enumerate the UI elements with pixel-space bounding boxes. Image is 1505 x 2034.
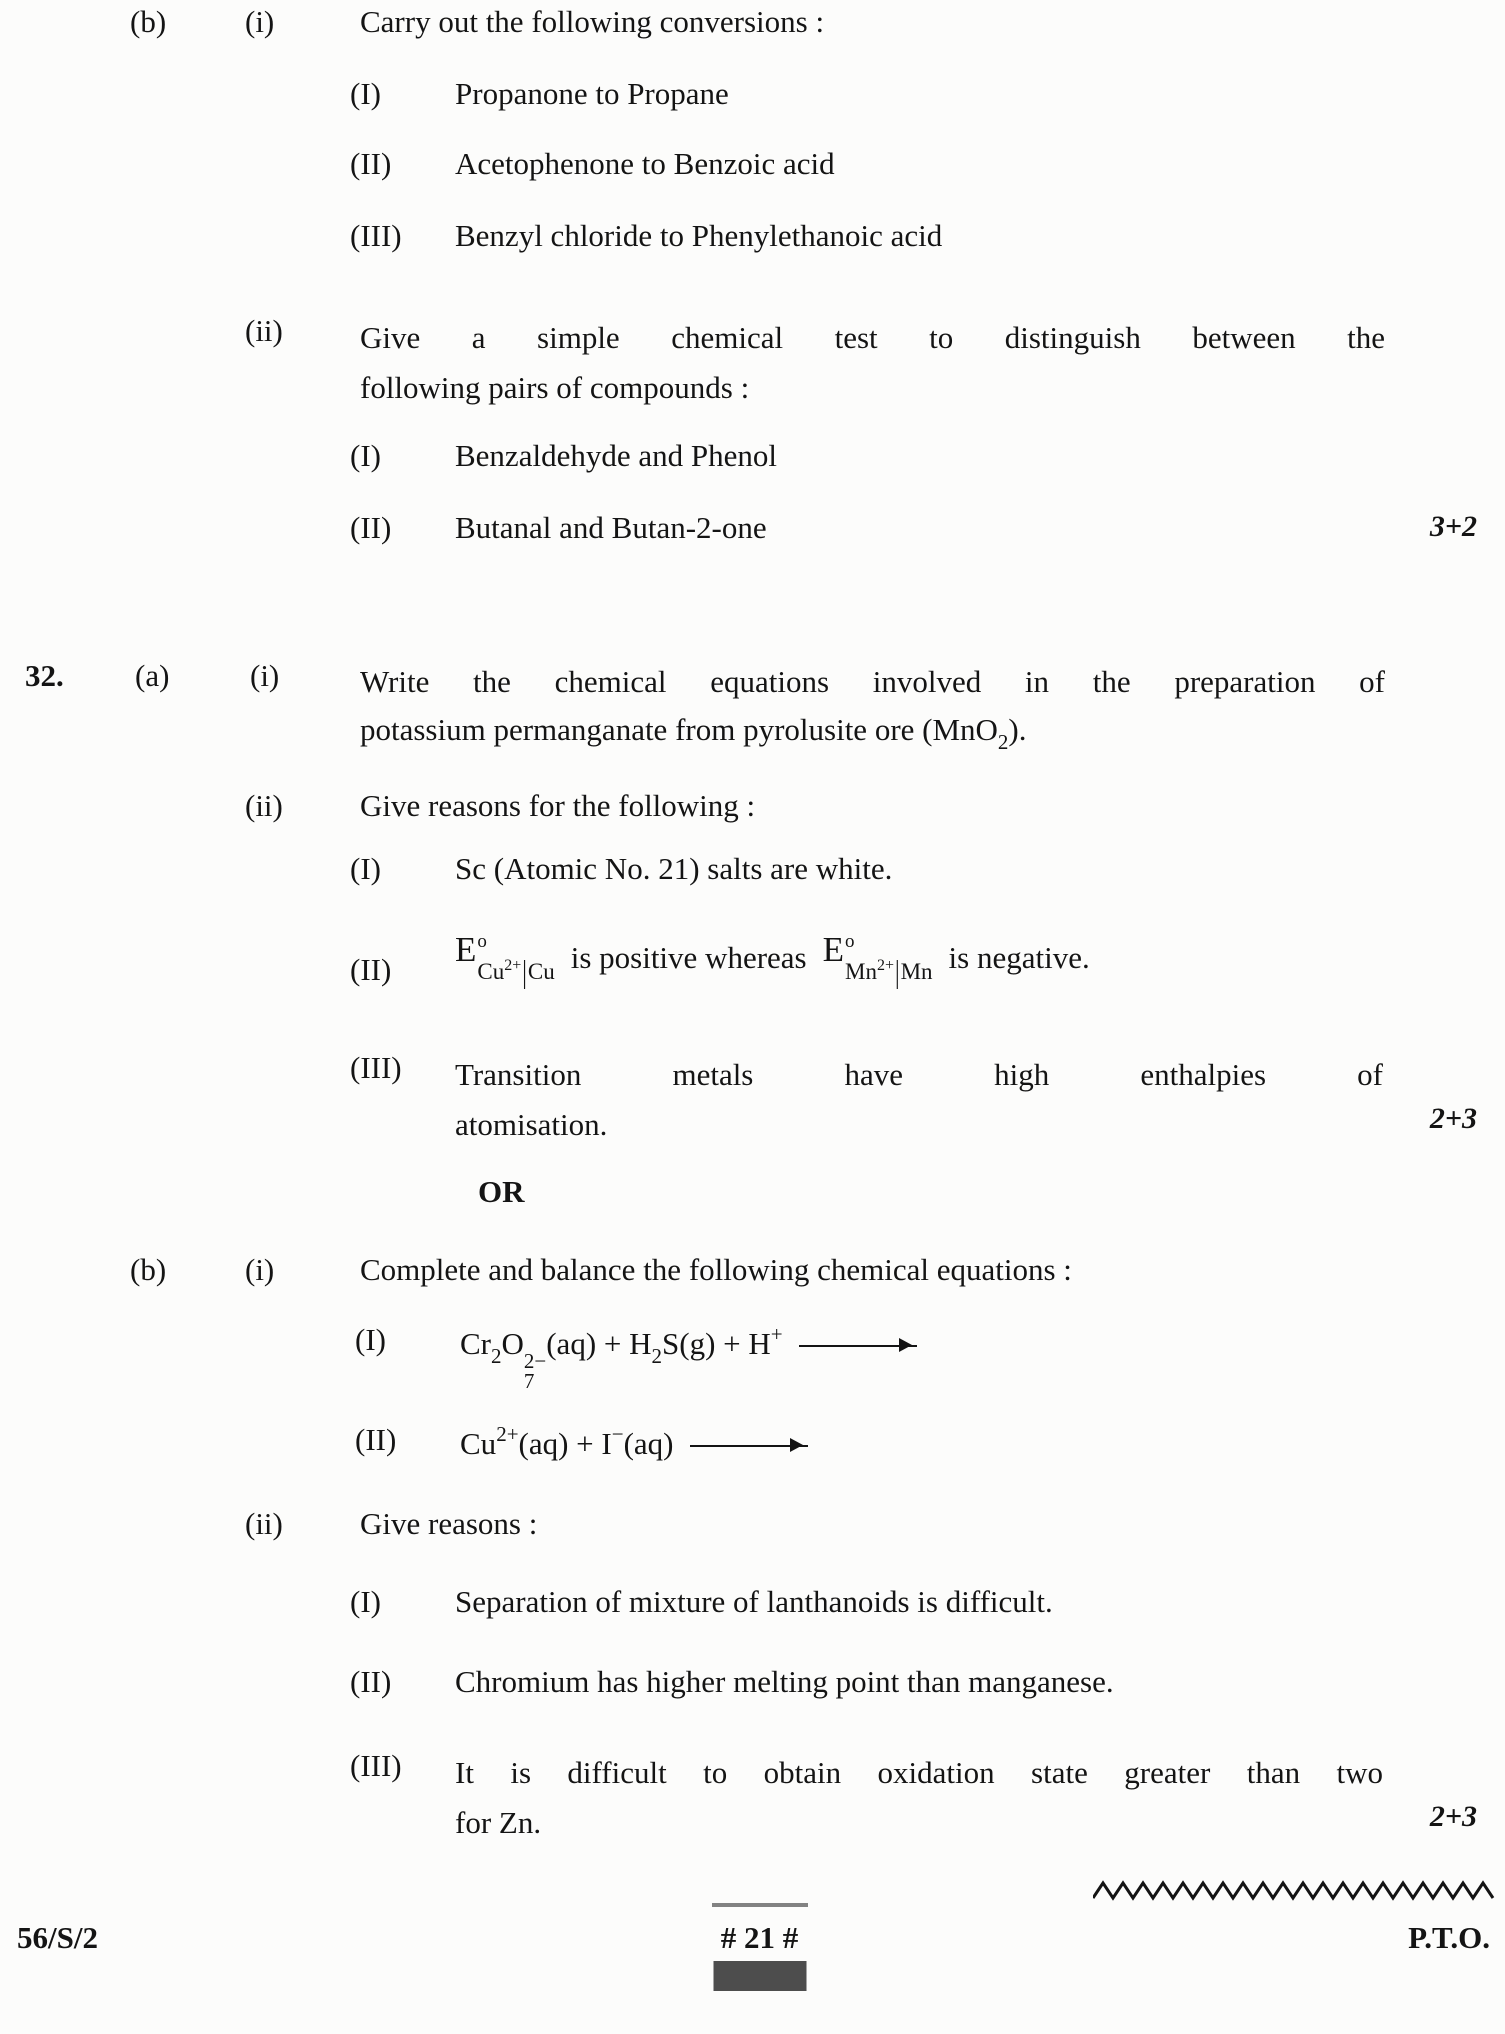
- q31b-ii-heading: [360, 313, 1385, 413]
- q32a-i-text: [360, 658, 1385, 766]
- electrode-potential-cu: [455, 930, 555, 989]
- line2-pre: potassium permanganate from pyrolusite ore (MnO: [360, 712, 998, 747]
- line2-post: ).: [1008, 712, 1027, 747]
- text-line-1: Write the chemical equations involved in the preparation of: [360, 664, 1385, 699]
- phase-bar: |: [522, 954, 527, 989]
- charge-superscript: 2−: [523, 1349, 547, 1373]
- formula-mid-text: is positive whereas: [570, 939, 807, 975]
- paper-code: 56/S/2: [17, 1920, 98, 1955]
- species: S(g) + H: [662, 1326, 771, 1361]
- chemical-equation-1: [460, 1322, 917, 1392]
- item-text: Propanone to Propane: [455, 76, 729, 111]
- reaction-arrow-icon: [799, 1345, 917, 1348]
- mno2-subscript: 2: [997, 730, 1009, 754]
- marks-badge: 2+3: [1429, 1800, 1477, 1833]
- metal-2: Cu: [527, 959, 555, 984]
- part-label-b: (b): [130, 4, 167, 39]
- roman-label: (I): [350, 851, 381, 886]
- electrode-potential-mn: [822, 930, 933, 989]
- item-text: Butanal and Butan-2-one: [455, 510, 767, 545]
- text-line-2: atomisation.: [455, 1107, 608, 1142]
- question-number: 32.: [25, 658, 64, 693]
- reaction-arrow-icon: [690, 1445, 808, 1448]
- charge: 2+: [504, 957, 522, 974]
- formula-end-text: is negative.: [948, 939, 1090, 975]
- page-number-top-rule: [712, 1903, 808, 1907]
- roman-label: (II): [355, 1422, 397, 1457]
- charge: 2+: [876, 957, 894, 974]
- q32b-ii-heading: Give reasons :: [360, 1506, 538, 1541]
- roman-label: (III): [350, 1748, 402, 1783]
- subscript: 2: [491, 1344, 502, 1368]
- e-symbol: E: [455, 930, 477, 969]
- e-symbol: E: [822, 930, 844, 969]
- item-text: Benzyl chloride to Phenylethanoic acid: [455, 218, 943, 253]
- text-line-2: [360, 706, 1385, 766]
- e-subscript: [477, 954, 555, 989]
- heading-line-2: following pairs of compounds :: [360, 370, 750, 405]
- species: (aq) + H: [546, 1326, 652, 1361]
- q32b-i-heading: Complete and balance the following chemical equations :: [360, 1252, 1072, 1287]
- phase-bar: |: [894, 954, 900, 989]
- subscript: 7: [523, 1368, 535, 1393]
- charge-superscript: +: [770, 1322, 783, 1346]
- chemical-equation-2: [460, 1422, 808, 1462]
- subpart-label-ii: (ii): [245, 1506, 283, 1541]
- marks-badge: 2+3: [1429, 1102, 1477, 1135]
- item-text: Sc (Atomic No. 21) salts are white.: [455, 851, 893, 886]
- e-stack: [477, 931, 555, 989]
- item-text: Benzaldehyde and Phenol: [455, 438, 777, 473]
- roman-label: (I): [350, 438, 381, 473]
- subscript: 2: [651, 1344, 663, 1368]
- species: O: [501, 1326, 524, 1361]
- charge-superscript: 2+: [496, 1422, 519, 1446]
- subpart-label-ii: (ii): [245, 788, 283, 823]
- part-label-b: (b): [130, 1252, 167, 1287]
- roman-label: (II): [350, 146, 392, 181]
- part-label-a: (a): [135, 658, 170, 693]
- text-line-1: Transition metals have high enthalpies of: [455, 1057, 1383, 1092]
- species: (aq) + I: [518, 1426, 612, 1461]
- marks-badge: 3+2: [1429, 510, 1477, 543]
- roman-label: (I): [350, 1584, 381, 1619]
- q32b-ii-item-3-text: [455, 1748, 1383, 1848]
- subpart-label-i: (i): [245, 1252, 275, 1287]
- q31b-i-heading: Carry out the following conversions :: [360, 4, 825, 39]
- item-text: Acetophenone to Benzoic acid: [455, 146, 835, 181]
- q32a-ii-heading: Give reasons for the following :: [360, 788, 756, 823]
- roman-label: (III): [350, 218, 402, 253]
- q32a-ii-item-3-text: [455, 1050, 1383, 1150]
- or-separator: OR: [478, 1174, 525, 1209]
- text-line-2: for Zn.: [455, 1805, 542, 1840]
- footer-bar: [713, 1961, 806, 1991]
- species: Cr: [460, 1326, 491, 1361]
- wavy-line-icon: [1093, 1878, 1497, 1904]
- e-stack: [845, 931, 933, 989]
- subpart-label-i: (i): [250, 658, 280, 693]
- e-superscript: o: [845, 931, 855, 952]
- charge-superscript: −: [611, 1422, 624, 1446]
- heading-line-1: Give a simple chemical test to distinguish between the: [360, 320, 1385, 355]
- roman-label: (II): [350, 1664, 392, 1699]
- pto-label: P.T.O.: [1408, 1920, 1490, 1955]
- text-line-1: It is difficult to obtain oxidation state greater than two: [455, 1755, 1383, 1790]
- roman-label: (II): [350, 952, 392, 987]
- q32a-ii-item-2-formula-row: [455, 930, 1090, 989]
- metal-2: Mn: [900, 959, 933, 984]
- subpart-label-i: (i): [245, 4, 275, 39]
- metal-1: Mn: [845, 959, 877, 984]
- e-superscript: o: [477, 931, 487, 952]
- species: Cu: [460, 1426, 497, 1461]
- charge-subscript-stack: [523, 1349, 547, 1393]
- roman-label: (I): [350, 76, 381, 111]
- item-text: Chromium has higher melting point than manganese.: [455, 1664, 1114, 1699]
- item-text: Separation of mixture of lanthanoids is difficult.: [455, 1584, 1053, 1619]
- roman-label: (III): [350, 1050, 402, 1085]
- e-subscript: [845, 954, 933, 989]
- species: (aq): [623, 1426, 674, 1461]
- roman-label: (II): [350, 510, 392, 545]
- metal-1: Cu: [477, 959, 505, 984]
- roman-label: (I): [355, 1322, 386, 1357]
- subpart-label-ii: (ii): [245, 313, 283, 348]
- page-number: # 21 #: [720, 1920, 799, 1955]
